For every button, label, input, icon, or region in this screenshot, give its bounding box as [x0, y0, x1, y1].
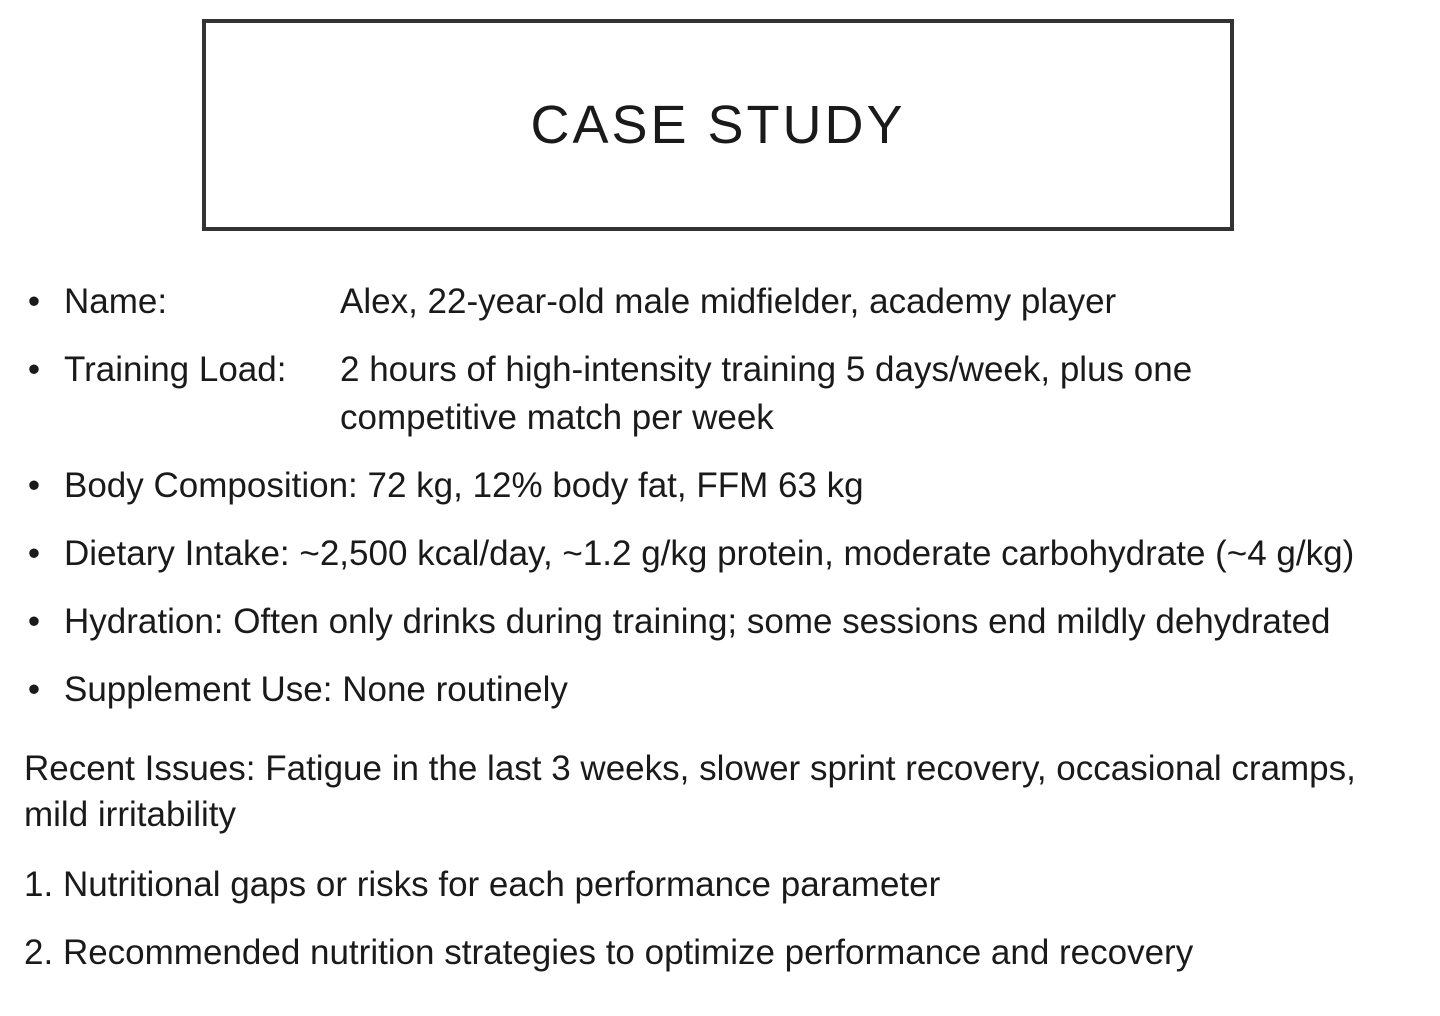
- bullet-label: Hydration:: [64, 602, 224, 641]
- bullet-hydration: [24, 598, 1424, 646]
- question-number: 2.: [24, 933, 54, 972]
- bullet-dot-icon: •: [27, 282, 41, 321]
- page-title: CASE STUDY: [530, 95, 906, 155]
- bullet-training-load: [24, 346, 1424, 442]
- bullet-value: 2 hours of high-intensity training 5 days/week, plus one competitive match per week: [340, 350, 1193, 437]
- bullet-dot-icon: •: [27, 602, 41, 641]
- bullet-dietary-intake: [24, 530, 1424, 578]
- question-2: [24, 930, 1414, 976]
- bullet-value: 72 kg, 12% body fat, FFM 63 kg: [367, 466, 864, 505]
- bullet-dot-icon: •: [27, 534, 41, 573]
- question-1: [24, 862, 1414, 908]
- case-details-list: [24, 278, 1424, 734]
- bullet-dot-icon: •: [27, 670, 41, 709]
- bullet-name: [24, 278, 1424, 326]
- bullet-value: Often only drinks during training; some sessions end mildly dehydrated: [233, 602, 1331, 641]
- bullet-label: Body Composition:: [64, 466, 358, 505]
- bullet-supplement-use: [24, 666, 1424, 714]
- recent-issues-label: Recent Issues:: [24, 749, 256, 788]
- bullet-dot-icon: •: [27, 350, 41, 389]
- recent-issues-value: Fatigue in the last 3 weeks, slower sprint recovery, occasional cramps, mild irritability: [24, 749, 1356, 834]
- question-text: Nutritional gaps or risks for each performance parameter: [62, 865, 941, 904]
- title-box: [202, 19, 1234, 231]
- bullet-label: Name:: [64, 282, 168, 321]
- bullet-label: Supplement Use:: [64, 670, 333, 709]
- bullet-value: None routinely: [342, 670, 568, 709]
- question-text: Recommended nutrition strategies to optimize performance and recovery: [62, 933, 1194, 972]
- bullet-value: ~2,500 kcal/day, ~1.2 g/kg protein, moderate carbohydrate (~4 g/kg): [299, 534, 1355, 573]
- bullet-label: Dietary Intake:: [64, 534, 290, 573]
- bullet-label: Training Load:: [64, 350, 287, 389]
- bullet-value: Alex, 22-year-old male midfielder, academy player: [340, 282, 1117, 321]
- bullet-dot-icon: •: [27, 466, 41, 505]
- question-number: 1.: [24, 865, 54, 904]
- recent-issues: [24, 746, 1414, 838]
- bullet-body-composition: [24, 462, 1424, 510]
